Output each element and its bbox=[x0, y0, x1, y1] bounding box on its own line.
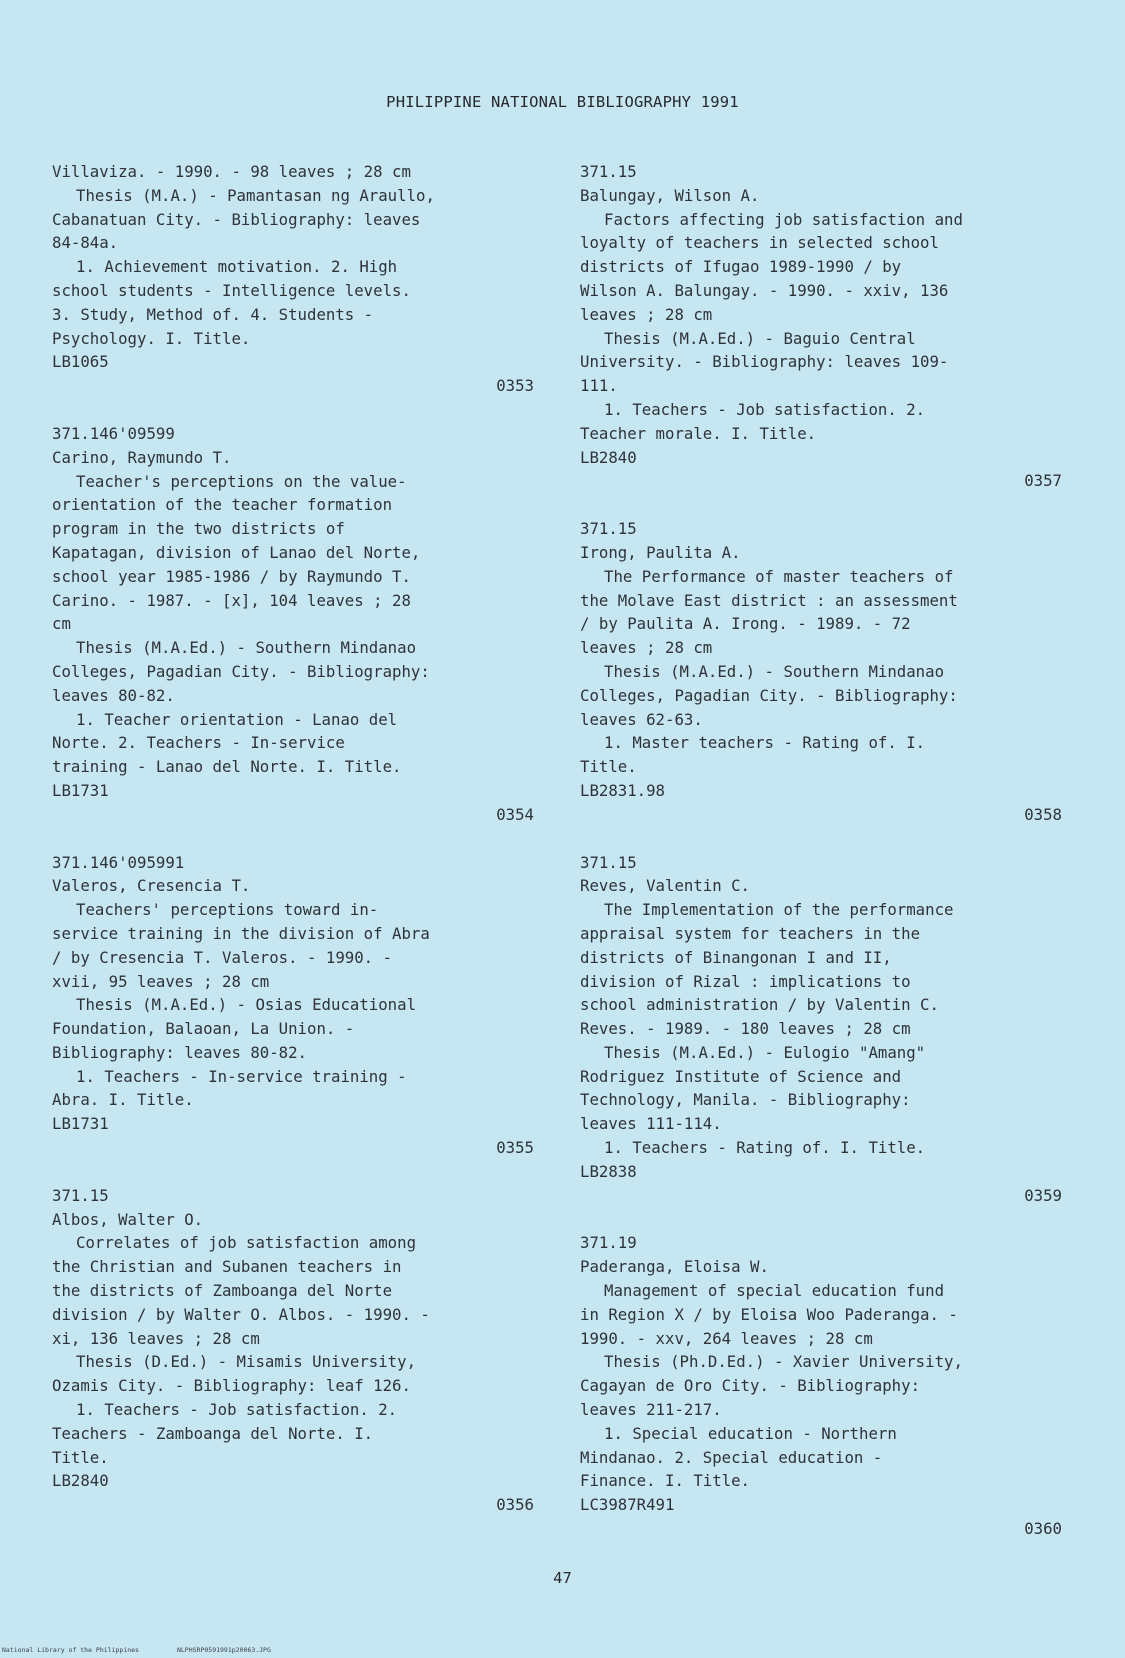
entry-number: 0358 bbox=[1024, 804, 1062, 824]
entry-line: Albos, Walter O. bbox=[52, 1209, 204, 1229]
entry-line: Thesis (D.Ed.) - Misamis University, bbox=[76, 1352, 417, 1372]
entry-line: 1. Master teachers - Rating of. I. bbox=[604, 733, 926, 753]
entry-line: University. - Bibliography: leaves 109- bbox=[580, 352, 949, 372]
entry-line: LB1731 bbox=[52, 780, 109, 800]
entry-line: service training in the division of Abra bbox=[52, 923, 430, 943]
bibliography-entry bbox=[580, 1231, 1062, 1540]
entry-line: LB2838 bbox=[580, 1161, 637, 1181]
entry-line: 1. Teachers - Rating of. I. Title. bbox=[604, 1138, 926, 1158]
entry-line: Teacher morale. I. Title. bbox=[580, 423, 817, 443]
left-column bbox=[52, 160, 534, 1541]
entry-line: loyalty of teachers in selected school bbox=[580, 233, 939, 253]
entry-line: 84-84a. bbox=[52, 233, 119, 253]
entry-line: / by Cresencia T. Valeros. - 1990. - bbox=[52, 947, 393, 967]
entry-number: 0360 bbox=[1024, 1519, 1062, 1539]
entry-line: 371.146'095991 bbox=[52, 852, 185, 872]
entry-line: school students - Intelligence levels. bbox=[52, 280, 411, 300]
footer-filename: NLPHSRP0591991p20063.JPG bbox=[176, 1646, 271, 1654]
entry-line: Reves, Valentin C. bbox=[580, 876, 751, 896]
entry-line: LB1065 bbox=[52, 352, 109, 372]
entry-line: Mindanao. 2. Special education - bbox=[580, 1447, 883, 1467]
scan-footer bbox=[2, 1646, 309, 1654]
entry-line: LC3987R491 bbox=[580, 1495, 675, 1515]
entry-line: Thesis (M.A.Ed.) - Eulogio "Amang" bbox=[604, 1042, 926, 1062]
entry-line: Wilson A. Balungay. - 1990. - xxiv, 136 bbox=[580, 280, 949, 300]
entry-line: 1. Achievement motivation. 2. High bbox=[76, 257, 398, 277]
entry-line: in Region X / by Eloisa Woo Paderanga. - bbox=[580, 1304, 958, 1324]
entry-line: Colleges, Pagadian City. - Bibliography: bbox=[580, 685, 958, 705]
entry-line: training - Lanao del Norte. I. Title. bbox=[52, 757, 402, 777]
entry-line: Kapatagan, division of Lanao del Norte, bbox=[52, 542, 421, 562]
entry-line: Correlates of job satisfaction among bbox=[76, 1233, 417, 1253]
entry-number: 0359 bbox=[1024, 1185, 1062, 1205]
entry-line: 3. Study, Method of. 4. Students - bbox=[52, 304, 374, 324]
entry-line: LB2840 bbox=[580, 447, 637, 467]
entry-line: LB2831.98 bbox=[580, 780, 666, 800]
entry-line: Teachers' perceptions toward in- bbox=[76, 900, 379, 920]
entry-line: Thesis (M.A.Ed.) - Osias Educational bbox=[76, 995, 417, 1015]
entry-number: 0356 bbox=[496, 1495, 534, 1515]
bibliography-entry bbox=[52, 851, 534, 1160]
entry-line: districts of Ifugao 1989-1990 / by bbox=[580, 257, 902, 277]
entry-line: Thesis (M.A.) - Pamantasan ng Araullo, bbox=[76, 185, 435, 205]
page-header: PHILIPPINE NATIONAL BIBLIOGRAPHY 1991 bbox=[386, 93, 739, 111]
entry-line: districts of Binangonan I and II, bbox=[580, 947, 892, 967]
entry-line: Bibliography: leaves 80-82. bbox=[52, 1042, 308, 1062]
entry-line: 111. bbox=[580, 376, 618, 396]
entry-line: school year 1985-1986 / by Raymundo T. bbox=[52, 566, 411, 586]
entry-line: 1. Teachers - Job satisfaction. 2. bbox=[604, 399, 926, 419]
entry-line: 371.15 bbox=[580, 162, 637, 181]
entry-line: Carino, Raymundo T. bbox=[52, 447, 232, 467]
entry-line: orientation of the teacher formation bbox=[52, 495, 393, 515]
entry-line: 1. Teacher orientation - Lanao del bbox=[76, 709, 398, 729]
entry-line: the districts of Zamboanga del Norte bbox=[52, 1281, 393, 1301]
entry-number: 0353 bbox=[496, 376, 534, 396]
entry-line: Carino. - 1987. - [x], 104 leaves ; 28 bbox=[52, 590, 411, 610]
entry-line: 1990. - xxv, 264 leaves ; 28 cm bbox=[580, 1328, 873, 1348]
entry-line: Colleges, Pagadian City. - Bibliography: bbox=[52, 661, 430, 681]
entry-line: 371.15 bbox=[580, 852, 637, 872]
entry-line: Thesis (Ph.D.Ed.) - Xavier University, bbox=[604, 1352, 963, 1372]
entry-line: 371.19 bbox=[580, 1233, 637, 1253]
entry-line: 1. Teachers - In-service training - bbox=[76, 1066, 407, 1086]
entry-line: 371.146'09599 bbox=[52, 423, 175, 443]
entry-line: division / by Walter O. Albos. - 1990. - bbox=[52, 1304, 430, 1324]
bibliography-entry bbox=[52, 422, 534, 827]
bibliography-entry bbox=[580, 517, 1062, 826]
entry-line: Finance. I. Title. bbox=[580, 1471, 751, 1491]
entry-line: Teacher's perceptions on the value- bbox=[76, 471, 407, 491]
entry-line: Cagayan de Oro City. - Bibliography: bbox=[580, 1376, 921, 1396]
entry-line: LB2840 bbox=[52, 1471, 109, 1491]
entry-line: 371.15 bbox=[580, 519, 637, 539]
entry-line: / by Paulita A. Irong. - 1989. - 72 bbox=[580, 614, 911, 634]
entry-line: Paderanga, Eloisa W. bbox=[580, 1257, 769, 1277]
entry-line: The Performance of master teachers of bbox=[604, 566, 954, 586]
entry-line: 1. Special education - Northern bbox=[604, 1423, 897, 1443]
entry-line: 371.15 bbox=[52, 1185, 109, 1205]
entry-number: 0355 bbox=[496, 1138, 534, 1158]
entry-line: Cabanatuan City. - Bibliography: leaves bbox=[52, 209, 421, 229]
entry-line: 1. Teachers - Job satisfaction. 2. bbox=[76, 1400, 398, 1420]
entry-line: Irong, Paulita A. bbox=[580, 542, 741, 562]
entry-line: Teachers - Zamboanga del Norte. I. bbox=[52, 1423, 374, 1443]
entry-line: Thesis (M.A.Ed.) - Baguio Central bbox=[604, 328, 916, 348]
entry-line: leaves 211-217. bbox=[580, 1400, 722, 1420]
page-number: 47 bbox=[553, 1569, 572, 1587]
entry-line: Valeros, Cresencia T. bbox=[52, 876, 251, 896]
entry-line: LB1731 bbox=[52, 1114, 109, 1134]
entry-line: Norte. 2. Teachers - In-service bbox=[52, 733, 345, 753]
footer-library: National Library of the Philippines bbox=[2, 1646, 139, 1654]
entry-line: Rodriguez Institute of Science and bbox=[580, 1066, 902, 1086]
entry-line: division of Rizal : implications to bbox=[580, 971, 911, 991]
bibliography-entry bbox=[580, 160, 1062, 493]
entry-line: school administration / by Valentin C. bbox=[580, 995, 939, 1015]
entry-line: leaves ; 28 cm bbox=[580, 304, 713, 324]
entry-line: leaves 111-114. bbox=[580, 1114, 722, 1134]
entry-line: Technology, Manila. - Bibliography: bbox=[580, 1090, 911, 1110]
entry-line: Reves. - 1989. - 180 leaves ; 28 cm bbox=[580, 1019, 911, 1039]
entry-line: leaves ; 28 cm bbox=[580, 638, 713, 658]
entry-line: the Molave East district : an assessment bbox=[580, 590, 958, 610]
entry-line: Title. bbox=[52, 1447, 109, 1467]
entry-line: Abra. I. Title. bbox=[52, 1090, 194, 1110]
entry-line: Management of special education fund bbox=[604, 1281, 945, 1301]
entry-line: Villaviza. - 1990. - 98 leaves ; 28 cm bbox=[52, 162, 411, 181]
entry-line: program in the two districts of bbox=[52, 519, 345, 539]
bibliography-entry bbox=[52, 1184, 534, 1517]
entry-line: leaves 80-82. bbox=[52, 685, 175, 705]
entry-line: Balungay, Wilson A. bbox=[580, 185, 760, 205]
entry-line: The Implementation of the performance bbox=[604, 900, 954, 920]
bibliography-entry bbox=[580, 851, 1062, 1208]
entry-line: Title. bbox=[580, 757, 637, 777]
bibliography-entry bbox=[52, 160, 534, 398]
entry-line: leaves 62-63. bbox=[580, 709, 703, 729]
entry-line: xi, 136 leaves ; 28 cm bbox=[52, 1328, 260, 1348]
right-column bbox=[580, 160, 1062, 1565]
entry-line: the Christian and Subanen teachers in bbox=[52, 1257, 402, 1277]
entry-line: Psychology. I. Title. bbox=[52, 328, 251, 348]
entry-line: xvii, 95 leaves ; 28 cm bbox=[52, 971, 270, 991]
entry-number: 0354 bbox=[496, 804, 534, 824]
entry-line: appraisal system for teachers in the bbox=[580, 923, 921, 943]
entry-number: 0357 bbox=[1024, 471, 1062, 491]
entry-line: Thesis (M.A.Ed.) - Southern Mindanao bbox=[76, 638, 417, 658]
entry-line: Thesis (M.A.Ed.) - Southern Mindanao bbox=[604, 661, 945, 681]
entry-line: Factors affecting job satisfaction and bbox=[604, 209, 963, 229]
entry-line: Ozamis City. - Bibliography: leaf 126. bbox=[52, 1376, 411, 1396]
entry-line: Foundation, Balaoan, La Union. - bbox=[52, 1019, 355, 1039]
entry-line: cm bbox=[52, 614, 71, 634]
